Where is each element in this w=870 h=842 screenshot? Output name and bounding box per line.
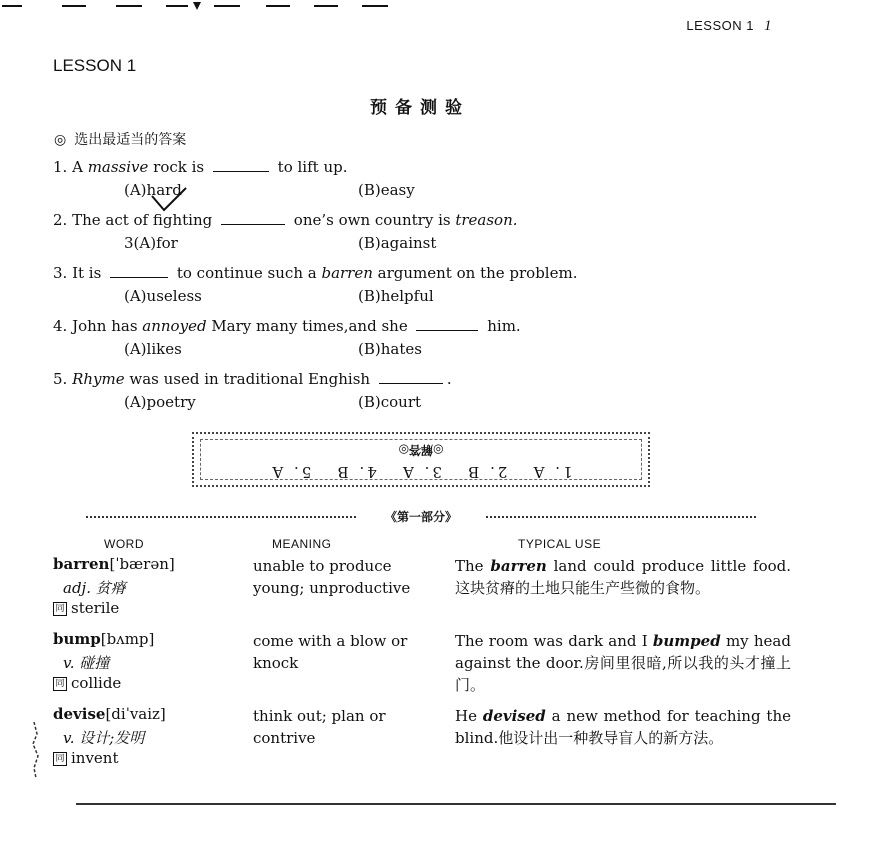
q2-blank [221,212,285,225]
headword: bump [53,630,101,648]
entry-synonym [53,674,121,692]
q4-vocab-word: annoyed [142,317,207,335]
vocab-entry [53,630,793,700]
q5-post: . [446,370,452,388]
q4-option-a: (A)likes [124,340,182,358]
usage-post: my head against the door.房间里很暗,所以我的头才撞上门。 [455,632,791,694]
entry-synonym [53,749,119,767]
q5-mid: was used in traditional Enghish [124,370,375,388]
usage-pre: The room was dark and I [455,632,653,650]
entry-headword [53,705,166,723]
entry-usage [455,705,791,749]
instruction-bullet: ◎ [54,132,67,148]
vocab-entry [53,555,793,625]
q5-option-b: (B)court [358,393,422,411]
vocab-entry [53,705,793,775]
phonetic: [diˈvaiz] [105,705,166,723]
entry-usage [455,630,791,696]
entry-synonym [53,599,119,617]
question-3 [53,264,577,282]
q1-mid: rock is [148,158,209,176]
answer-key-heading: ◎解答◎ [398,443,444,457]
q4-option-b: (B)hates [358,340,422,358]
entry-usage [455,555,791,599]
synonym-mark-icon: 同 [53,602,67,616]
q4-blank [416,318,478,331]
top-scan-marks [0,0,400,10]
answer-key-box [192,432,650,487]
q3-vocab-word: barren [321,264,373,282]
synonym-mark-icon: 同 [53,752,67,766]
synonym: collide [71,674,122,692]
usage-word: devised [482,707,546,725]
entry-part-of-speech: v. 设计;发明 [63,729,145,747]
q3-option-b: (B)helpful [358,287,434,305]
entry-part-of-speech: adj. 贫瘠 [63,579,126,597]
q3-blank [110,265,168,278]
q1-option-b: (B)easy [358,181,415,199]
headword: barren [53,555,110,573]
q2-vocab-word: treason. [455,211,518,229]
part-divider [86,508,756,526]
synonym: invent [71,749,119,767]
entry-meaning: come with a blow or knock [253,632,408,672]
q5-pre: 5. [53,370,73,388]
running-title: LESSON 1 [686,18,754,33]
q2-option-b: (B)against [358,234,437,252]
instruction-text: 选出最适当的答案 [74,132,187,148]
column-header-word: WORD [104,537,144,551]
column-header-meaning: MEANING [272,537,332,551]
q1-option-a: (A)hard [124,181,182,199]
answer-key-values: 1. A 2. B 3. A 4. B 5. A [269,463,573,481]
divider-wave-right [486,516,756,519]
q1-vocab-word: massive [87,158,149,176]
entry-headword [53,555,175,573]
q3-post: to continue such a [172,264,322,282]
answer-key-inverted [194,434,648,485]
question-2 [53,211,518,229]
q4-pre: 4. John has [53,317,143,335]
column-header-usage: TYPICAL USE [518,537,602,551]
entry-headword [53,630,154,648]
q5-option-a: (A)poetry [124,393,196,411]
part-divider-label: 《第一部分》 [384,510,457,524]
headword: devise [53,705,106,723]
q2-option-a: 3(A)for [124,234,178,252]
section-title: 预备测验 [370,98,470,118]
q3-option-a: (A)useless [124,287,202,305]
q3-pre: 3. It is [53,264,107,282]
q4-mid: Mary many times,and she [206,317,413,335]
usage-post: a new method for teaching the blind.他设计出一种教导盲人的新方法。 [455,707,791,747]
entry-meaning: think out; plan or contrive [253,707,386,747]
entry-part-of-speech: v. 碰撞 [63,654,110,672]
scan-edge-mark [28,720,42,780]
synonym-mark-icon: 同 [53,677,67,691]
q1-pre: 1. A [53,158,88,176]
page-number: 1 [764,18,772,34]
usage-pre: He [455,707,483,725]
q2-pre: 2. The act of fighting [53,211,218,229]
usage-word: barren [490,557,547,575]
q1-post: to lift up. [272,158,348,176]
phonetic: [ˈbærən] [109,555,175,573]
lesson-title: LESSON 1 [53,56,137,75]
question-4 [53,317,521,335]
q2-post: one’s own country is [289,211,456,229]
usage-word: bumped [652,632,721,650]
instruction [54,129,186,149]
usage-post: land could produce little food.这块贫瘠的土地只能生产些微的食物。 [455,557,791,597]
q3-tail: argument on the problem. [372,264,578,282]
q5-blank [379,371,443,384]
q5-vocab-word: Rhyme [72,370,125,388]
entry-meaning: unable to produce young; unproductive [253,557,411,597]
synonym: sterile [71,599,120,617]
q4-post: him. [482,317,521,335]
q1-blank [213,159,269,172]
usage-pre: The [455,557,491,575]
running-header [686,18,772,35]
question-5 [53,370,452,388]
bottom-rule [76,803,836,805]
question-1 [53,158,347,176]
phonetic: [bʌmp] [100,630,155,648]
